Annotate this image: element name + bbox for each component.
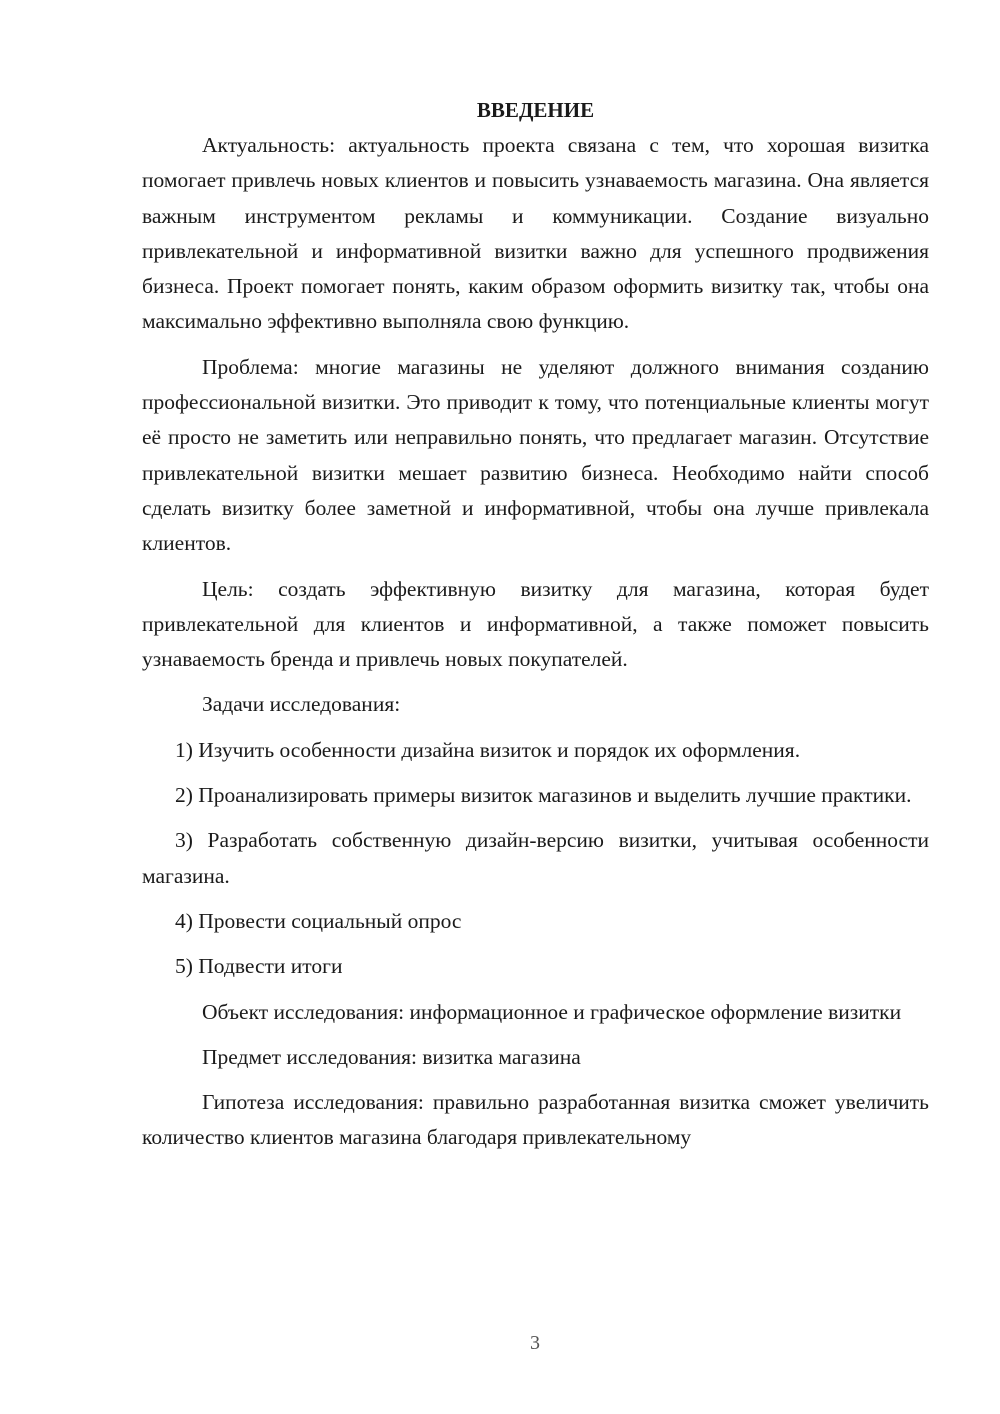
list-item: 1) Изучить особенности дизайна визиток и порядок их оформления. (175, 737, 801, 762)
document-page (142, 92, 929, 1166)
page-title: ВВЕДЕНИЕ (476, 98, 595, 122)
tasks-title: Задачи исследования: (202, 692, 401, 717)
paragraph-problem: Проблема: многие магазины не уделяют должного внимания созданию профессиональной визитки. Это приводит к тому, что потенциальные клиенты могут её просто не заметить или неправильно понять, что предлагает магазин. Отсутствие привлекательной визитки мешает развитию бизнеса. Необходимо найти способ сделать визитку более заметной и информативной, чтобы она лучше привлекала клиентов. (142, 354, 929, 556)
list-item: 3) Разработать собственную дизайн-версию визитки, учитывая особенности магазина. (142, 828, 929, 888)
paragraph-subject: Предмет исследования: визитка магазина (202, 1044, 581, 1069)
list-item: 5) Подвести итоги (175, 954, 343, 979)
paragraph-goal: Цель: создать эффективную визитку для магазина, которая будет привлекательной для клиентов и информативной, а также поможет повысить узнаваемость бренда и привлечь новых покупателей. (142, 576, 929, 672)
list-item: 2) Проанализировать примеры визиток магазинов и выделить лучшие практики. (175, 783, 912, 808)
paragraph-relevance: Актуальность: актуальность проекта связана с тем, что хорошая визитка помогает привлечь новых клиентов и повысить узнаваемость магазина. Она является важным инструментом рекламы и коммуникации. Создание визуально привлекательной и информативной визитки важно для успешного продвижения бизнеса. Проект помогает понять, каким образом оформить визитку так, чтобы она максимально эффективно выполняла свою функцию. (142, 133, 929, 334)
list-item: 4) Провести социальный опрос (175, 908, 462, 933)
paragraph-hypothesis: Гипотеза исследования: правильно разработанная визитка сможет увеличить количество клиентов магазина благодаря привлекательному (142, 1090, 929, 1150)
page-number: 3 (530, 1332, 540, 1354)
paragraph-object: Объект исследования: информационное и графическое оформление визитки (202, 999, 902, 1024)
